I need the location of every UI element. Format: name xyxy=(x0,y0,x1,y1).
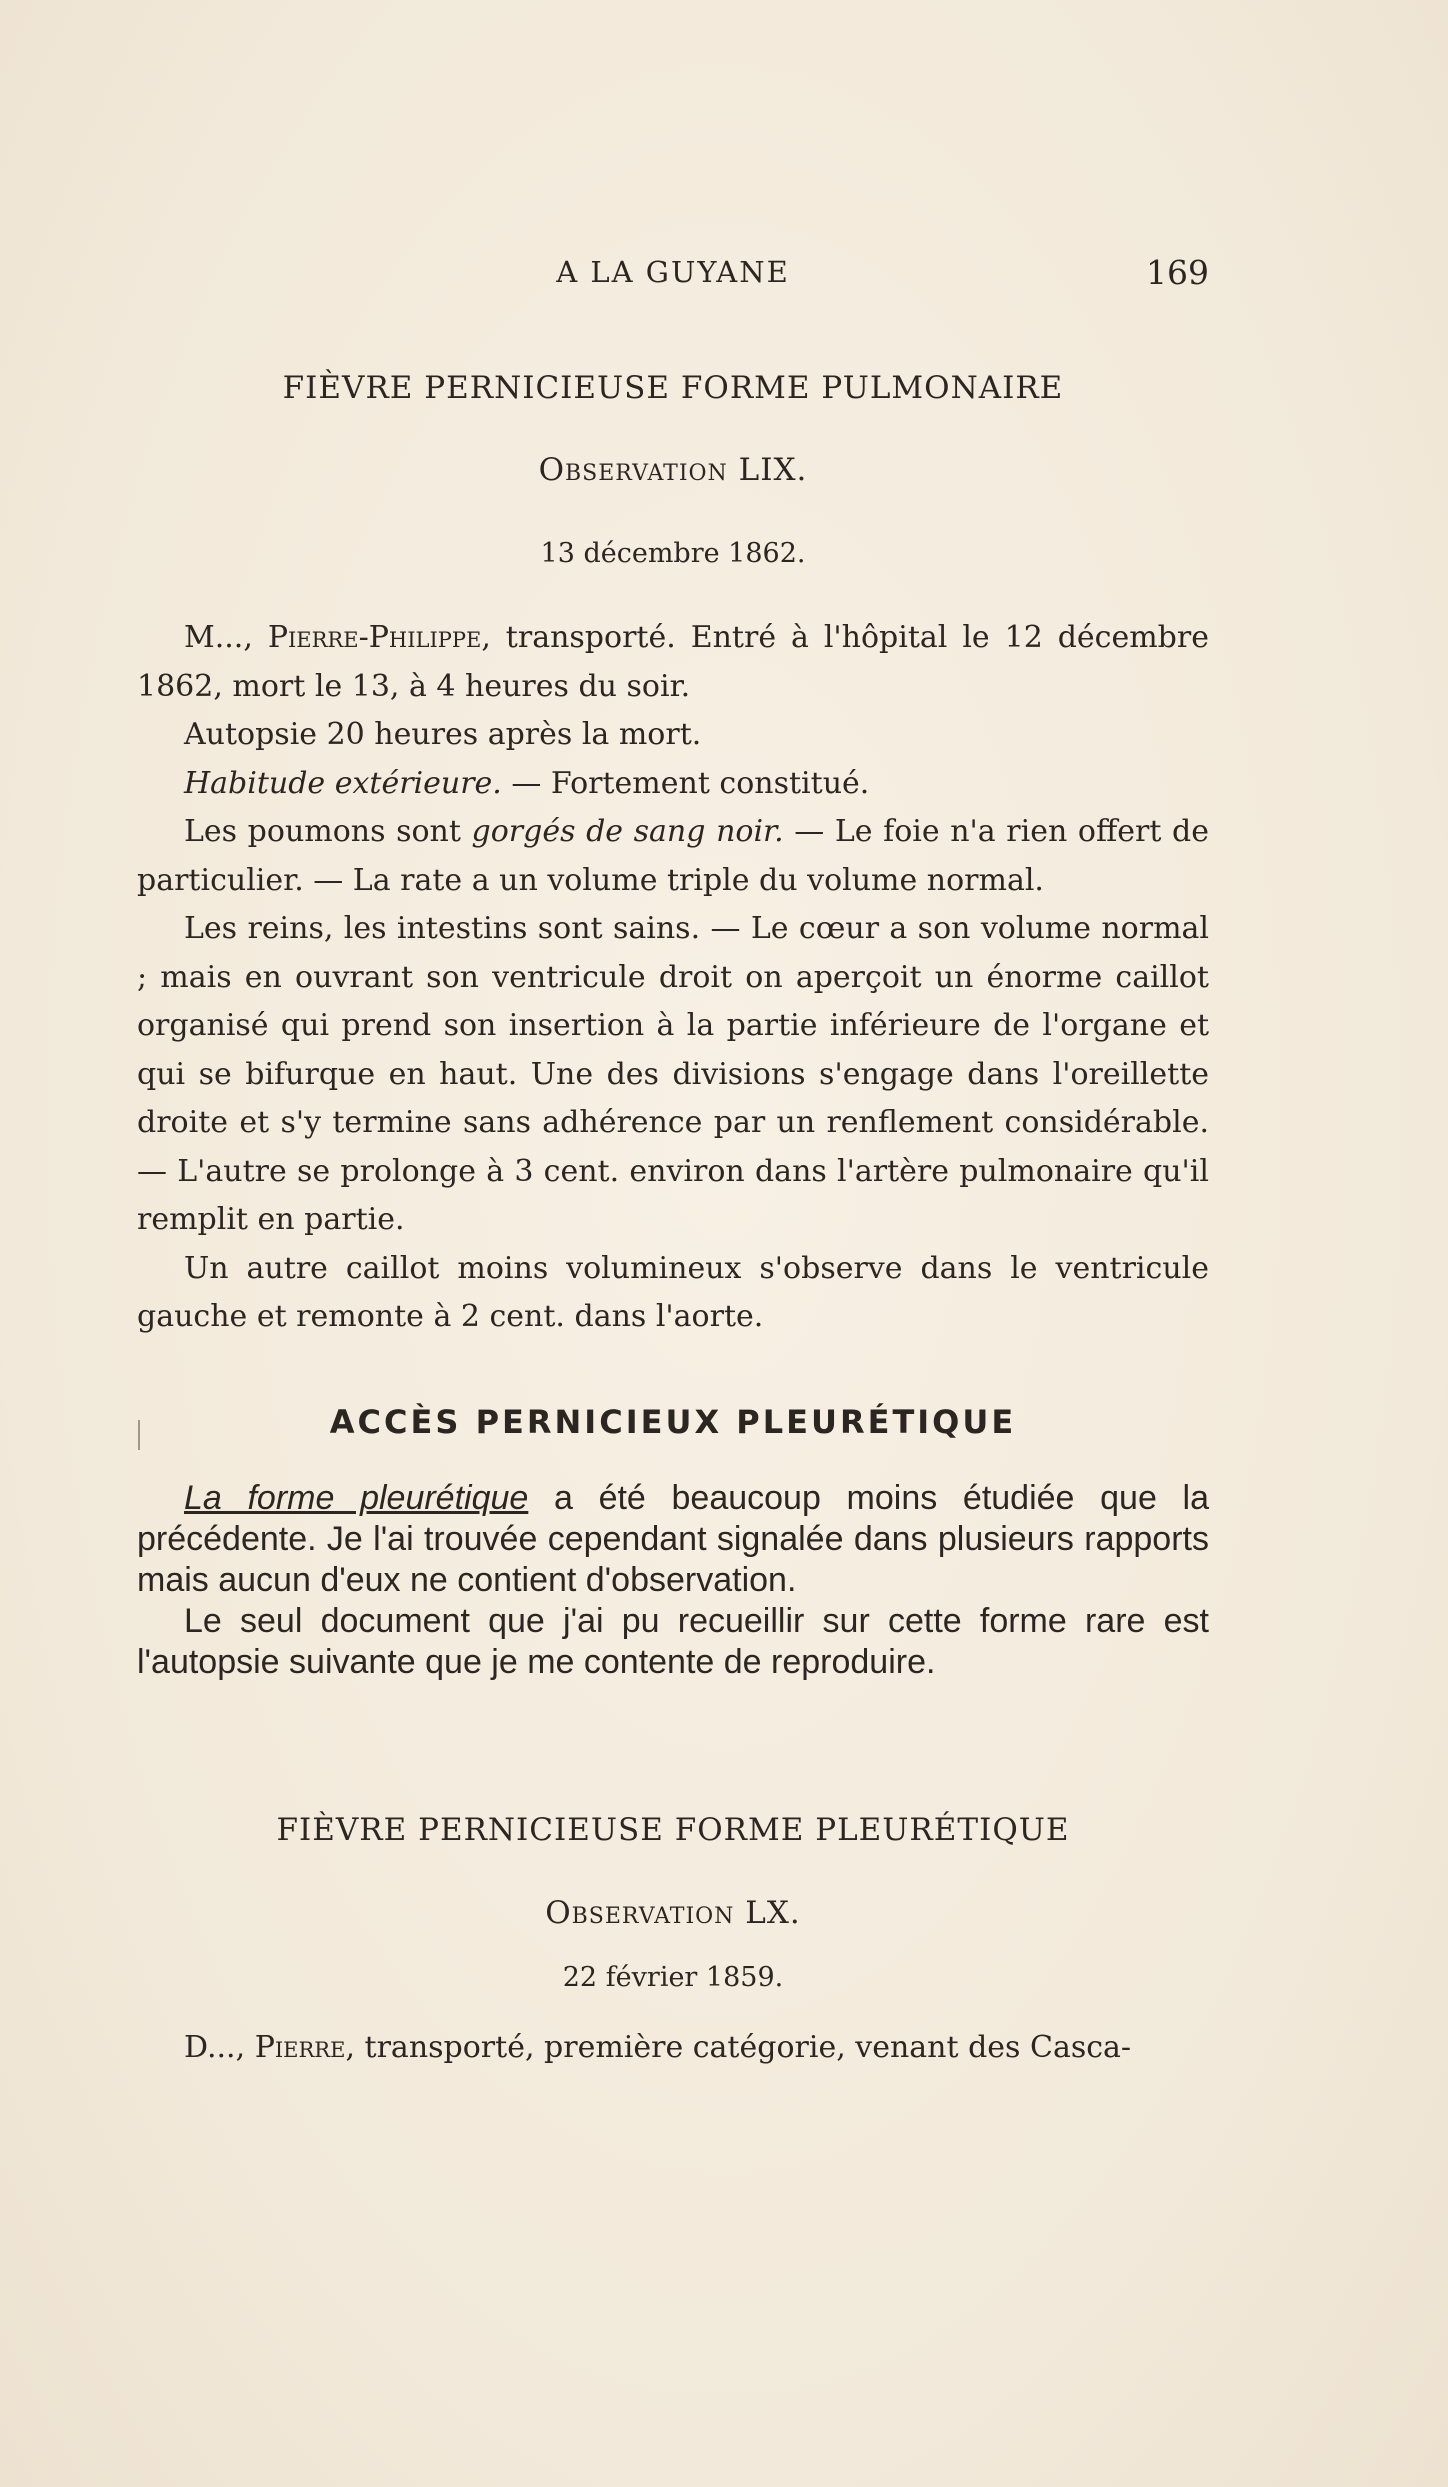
paragraph xyxy=(137,760,1209,809)
running-title: A LA GUYANE xyxy=(556,255,790,289)
italic-phrase: gorgés de sang noir. xyxy=(471,814,784,849)
italic-phrase: La forme pleurétique xyxy=(184,1479,529,1517)
paragraph: Un autre caillot moins volumineux s'observe dans le ventricule gauche et remonte à 2 cent. dans l'aorte. xyxy=(137,1250,1209,1334)
paragraph: Autopsie 20 heures après la mort. xyxy=(184,717,702,752)
paragraph xyxy=(137,808,1209,905)
page-header xyxy=(137,255,1209,295)
paragraph-text: — Le foie n'a rien offert de particulier. — La rate a un volume triple du volume normal. xyxy=(137,814,1209,898)
patient-name: Pierre-Philippe, xyxy=(267,620,491,655)
paragraph: Le seul document que j'ai pu recueillir sur cette forme rare est l'autopsie suivante que je me contente de reproduire. xyxy=(137,1602,1209,1681)
observation-60-date: 22 février 1859. xyxy=(562,1962,784,1993)
observation-59-title: FIÈVRE PERNICIEUSE FORME PULMONAIRE xyxy=(282,370,1064,406)
observation-60-title: FIÈVRE PERNICIEUSE FORME PLEURÉTIQUE xyxy=(276,1812,1070,1848)
paragraph: Les reins, les intestins sont sains. — Le cœur a son volume normal ; mais en ouvrant son ventricule droit on aperçoit un énorme caillot organisé qui prend son insertion à la partie inférieure de l'organe et qui se bifurque en haut. Une des divisions s'engage dans l'oreillette droite et s'y termine sans adhérence par un renflement considérable. — L'autre se prolonge à 3 cent. environ dans l'artère pulmonaire qu'il remplit en partie. xyxy=(137,911,1209,1237)
paragraph xyxy=(137,614,1209,711)
observation-60-number: Observation LX. xyxy=(545,1895,801,1931)
paragraph xyxy=(137,2024,1209,2073)
paragraph-text: transporté, première catégorie, venant des Casca- xyxy=(355,2030,1132,2065)
paragraph-text: — Fortement constitué. xyxy=(501,765,870,801)
patient-initial: M..., xyxy=(184,620,253,655)
patient-name: Pierre, xyxy=(254,2030,355,2065)
paragraph-text: transporté. Entré à l'hôpital le 12 décembre 1862, mort le 13, à 4 heures du soir. xyxy=(137,620,1209,704)
observation-59-body xyxy=(137,614,1209,1342)
section-heading: ACCÈS PERNICIEUX PLEURÉTIQUE xyxy=(329,1403,1017,1441)
observation-60-body xyxy=(137,2024,1209,2073)
observation-59-date: 13 décembre 1862. xyxy=(540,538,806,569)
paragraph-text: a été beaucoup moins étudiée que la précédente. Je l'ai trouvée cependant signalée dans plusieurs rapports mais aucun d'eux ne contient d'observation. xyxy=(137,1479,1209,1599)
observation-59-number: Observation LIX. xyxy=(538,452,808,488)
patient-initial: D..., xyxy=(184,2030,246,2065)
page-number: 169 xyxy=(1146,253,1209,292)
section-body xyxy=(137,1478,1209,1683)
italic-phrase: Habitude extérieure. xyxy=(184,765,502,801)
paragraph-text: Les poumons sont xyxy=(184,814,472,849)
paragraph xyxy=(137,1478,1209,1601)
